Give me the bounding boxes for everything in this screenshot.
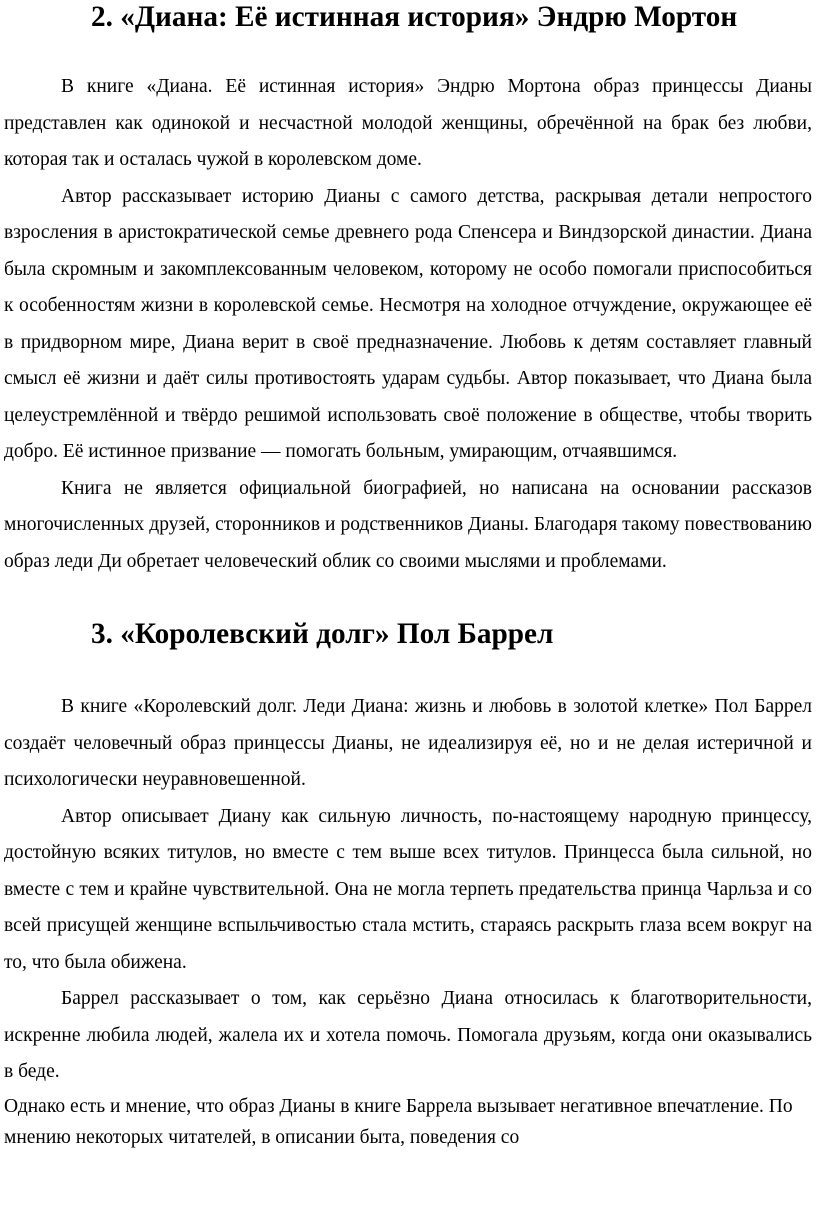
paragraph-morton-childhood: Автор рассказывает историю Дианы с самого детства, раскрывая детали непростого взросления в аристократической семье древнего рода Спенсера и Виндзорской династии. Диана была скромным и закомплексованным человеком, которому не особо помогали приспособиться к особенностям жизни в королевской семье. Несмотря на холодное отчуждение, окружающее её в придворном мире, Диана верит в своё предназначение. Любовь к детям составляет главный смысл её жизни и даёт силы противостоять ударам судьбы. Автор показывает, что Диана была целеустремлённой и твёрдо решимой использовать своё положение в обществе, чтобы творить добро. Её истинное призвание — помогать больным, умирающим, отчаявшимся.: [4, 185, 812, 462]
section-heading-morton: 2. «Диана: Её истинная история» Эндрю Мортон: [91, 1, 738, 33]
paragraph-burrell-criticism: Однако есть и мнение, что образ Дианы в книге Баррела вызывает негативное впечатление. По мнению некоторых читателей, в описании быта, поведения со: [4, 1095, 793, 1148]
section-heading-burrell: 3. «Королевский долг» Пол Баррел: [91, 618, 554, 650]
paragraph-burrell-personality: Автор описывает Диану как сильную личность, по-настоящему народную принцессу, достойную всяких титулов, но вместе с тем выше всех титулов. Принцесса была сильной, но вместе с тем и крайне чувствительной. Она не могла терпеть предательства принца Чарльза и со всей присущей женщине вспыльчивостью стала мстить, стараясь раскрыть глаза всем вокруг на то, что была обижена.: [4, 805, 812, 973]
paragraph-morton-intro: В книге «Диана. Её истинная история» Эндрю Мортона образ принцессы Дианы представлен как одинокой и несчастной молодой женщины, обречённой на брак без любви, которая так и осталась чужой в королевском доме.: [4, 76, 812, 170]
paragraph-burrell-intro: В книге «Королевский долг. Леди Диана: жизнь и любовь в золотой клетке» Пол Баррел создаёт человечный образ принцессы Дианы, не идеализируя её, но и не делая истеричной и психологически неуравновешенной.: [4, 696, 812, 790]
document-content: [4, 0, 812, 1153]
paragraph-morton-sources: Книга не является официальной биографией, но написана на основании рассказов многочисленных друзей, сторонников и родственников Дианы. Благодаря такому повествованию образ леди Ди обретает человеческий облик со своими мыслями и проблемами.: [4, 477, 812, 572]
paragraph-burrell-charity: Баррел рассказывает о том, как серьёзно Диана относилась к благотворительности, искренне любила людей, жалела их и хотела помочь. Помогала друзьям, когда они оказывались в беде.: [4, 988, 812, 1082]
